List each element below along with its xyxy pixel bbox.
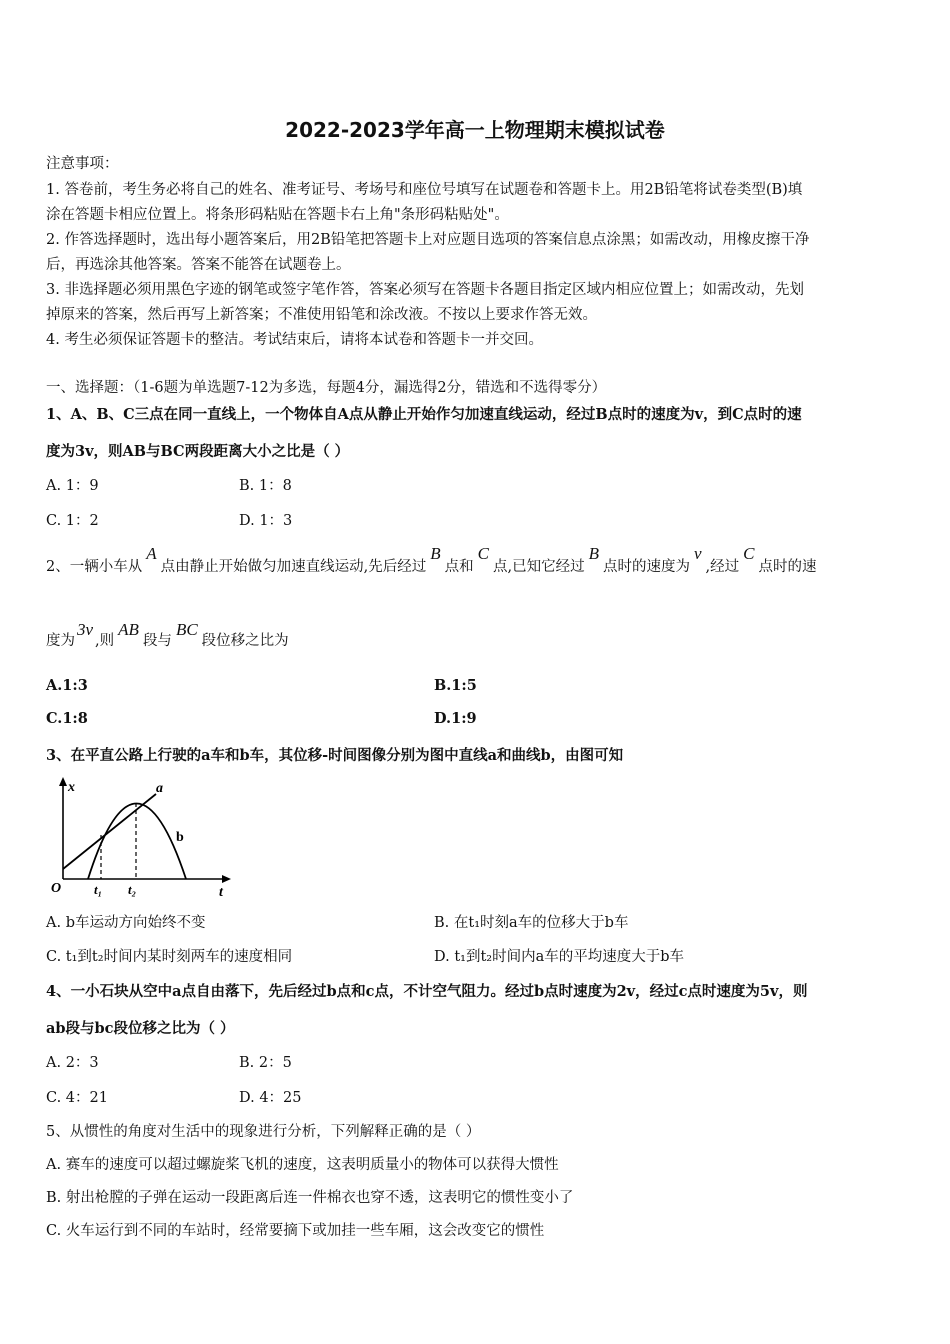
q5-option-b: B. 射出枪膛的子弹在运动一段距离后连一件棉衣也穿不透，这表明它的惯性变小了 <box>46 1190 574 1206</box>
q2-symbol: C <box>743 544 755 563</box>
curve-b-label: b <box>176 830 184 845</box>
q2-option-c: C.1:8 <box>46 710 88 727</box>
q4-stem: 4、一小石块从空中a点自由落下，先后经过b点和c点，不计空气阻力。经过b点时速度为2v，经过c点时速度为5v，则 <box>46 983 808 1000</box>
page-title: 2022-2023学年高一上物理期末模拟试卷 <box>285 118 665 142</box>
q2-text: 点和 <box>444 559 474 575</box>
q1-option-a: A. 1：9 <box>46 478 99 494</box>
q2-text: 度为 <box>46 633 75 649</box>
q1-option-c: C. 1：2 <box>46 513 99 529</box>
q4-option-a: A. 2：3 <box>46 1055 99 1071</box>
q2-symbol: 3v <box>77 620 94 639</box>
q3-option-a: A. b车运动方向始终不变 <box>46 915 206 931</box>
q2-option-b: B.1:5 <box>434 677 477 694</box>
q2-text: 点,已知它经过 <box>492 559 585 575</box>
t-axis-arrow <box>222 875 231 883</box>
q2-text: 2、一辆小车从 <box>46 559 143 575</box>
q2-symbol: B <box>430 544 441 563</box>
notice-line: 3. 非选择题必须用黑色字迹的钢笔或签字笔作答，答案必须写在答题卡各题目指定区域内相应位置上；如需改动，先划 <box>46 282 804 298</box>
q2-symbol: AB <box>118 620 139 639</box>
q2-option-d: D.1:9 <box>434 710 477 727</box>
q4-option-c: C. 4：21 <box>46 1090 108 1106</box>
notice-heading: 注意事项： <box>46 156 119 172</box>
notice-line: 1. 答卷前，考生务必将自己的姓名、准考证号、考场号和座位号填写在试题卷和答题卡上。用2B铅笔将试卷类型(B)填 <box>46 182 803 198</box>
q2-text: 段与 <box>142 633 172 649</box>
q2-text: 点时的速度为 <box>602 559 690 575</box>
q2-text: ,则 <box>95 633 115 649</box>
q5-stem: 5、从惯性的角度对生活中的现象进行分析，下列解释正确的是（ ） <box>46 1124 481 1140</box>
q2-symbol: B <box>588 544 599 563</box>
q1-option-d: D. 1：3 <box>239 513 293 529</box>
q3-option-b: B. 在t₁时刻a车的位移大于b车 <box>434 915 629 931</box>
q5-option-a: A. 赛车的速度可以超过螺旋桨飞机的速度，这表明质量小的物体可以获得大惯性 <box>46 1157 559 1173</box>
q2-option-a: A.1:3 <box>46 677 88 694</box>
q2-symbol: C <box>477 544 489 563</box>
notice-line: 涂在答题卡相应位置上。将条形码粘贴在答题卡右上角"条形码粘贴处"。 <box>46 207 509 223</box>
q4-option-d: D. 4：25 <box>239 1090 302 1106</box>
notice-line: 掉原来的答案，然后再写上新答案；不准使用铅笔和涂改液。不按以上要求作答无效。 <box>46 307 597 323</box>
q2-stem <box>46 620 289 650</box>
origin-label: O <box>51 881 62 896</box>
q2-symbol: A <box>146 544 157 563</box>
notice-line: 2. 作答选择题时，选出每小题答案后，用2B铅笔把答题卡上对应题目选项的答案信息点涂黑；如需改动，用橡皮擦干净 <box>46 232 810 248</box>
q2-symbol: v <box>693 544 702 563</box>
q2-text: 点由静止开始做匀加速直线运动,先后经过 <box>160 559 427 575</box>
q1-option-b: B. 1：8 <box>239 478 292 494</box>
q1-stem: 1、A、B、C三点在同一直线上，一个物体自A点从静止开始作匀加速直线运动，经过B点时的速度为v，到C点时的速 <box>46 406 802 423</box>
notice-line: 4. 考生必须保证答题卡的整洁。考试结束后，请将本试卷和答题卡一并交回。 <box>46 332 543 348</box>
q2-text: 段位移之比为 <box>201 633 289 649</box>
q4-stem: ab段与bc段位移之比为（ ） <box>46 1020 235 1037</box>
t-label: t <box>219 885 223 898</box>
q2-stem <box>46 544 817 576</box>
x-label: x <box>68 780 75 795</box>
curve-b <box>88 804 186 880</box>
xt-graph <box>46 772 236 898</box>
q3-stem: 3、在平直公路上行驶的a车和b车，其位移-时间图像分别为图中直线a和曲线b，由图可知 <box>46 747 624 764</box>
q3-option-c: C. t₁到t₂时间内某时刻两车的速度相同 <box>46 949 293 965</box>
q1-stem: 度为3v，则AB与BC两段距离大小之比是（ ） <box>46 443 350 460</box>
notice-line: 后，再选涂其他答案。答案不能答在试题卷上。 <box>46 257 351 273</box>
section-heading: 一、选择题：（1-6题为单选题7-12为多选，每题4分，漏选得2分，错选和不选得零分） <box>46 380 607 396</box>
t1-label: t₁ <box>94 882 103 897</box>
t2-label: t₂ <box>128 882 137 897</box>
q2-text: ,经过 <box>705 559 740 575</box>
x-axis-arrow <box>59 777 67 786</box>
q5-option-c: C. 火车运行到不同的车站时，经常要摘下或加挂一些车厢，这会改变它的惯性 <box>46 1223 545 1239</box>
q3-option-d: D. t₁到t₂时间内a车的平均速度大于b车 <box>434 949 685 965</box>
q2-symbol: BC <box>175 620 198 639</box>
curve-a-label: a <box>156 781 163 796</box>
q2-text: 点时的速 <box>758 559 817 575</box>
q4-option-b: B. 2：5 <box>239 1055 292 1071</box>
